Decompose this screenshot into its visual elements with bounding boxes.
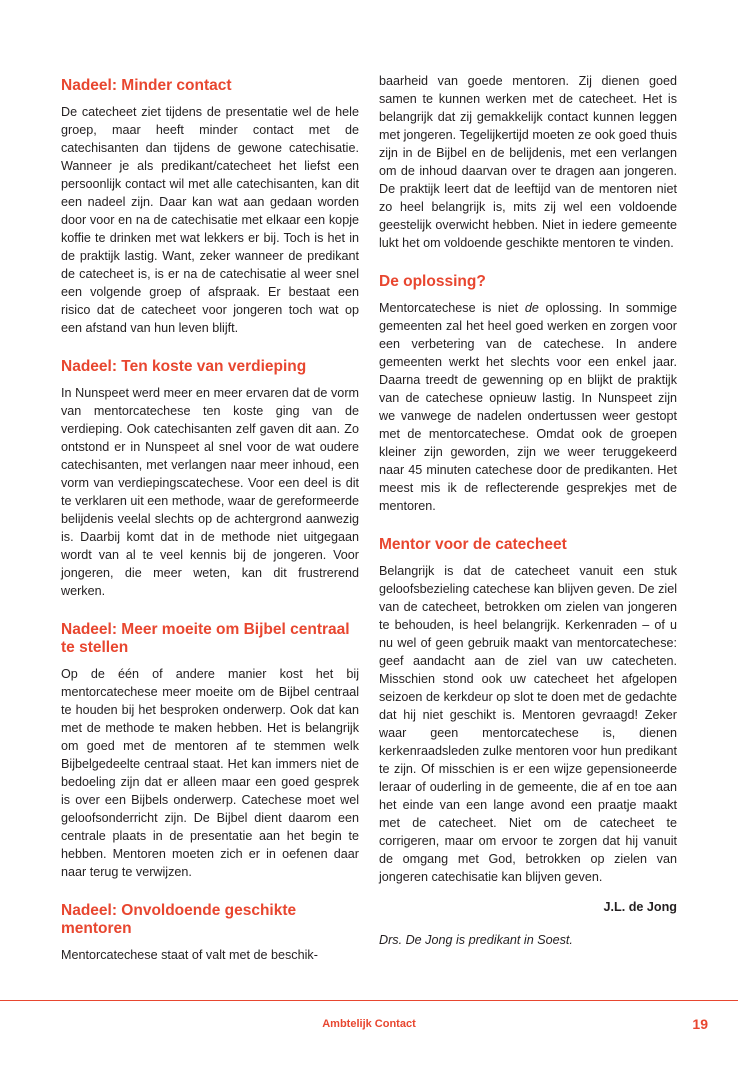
lead-text: Mentorcatechese is niet [379,301,525,315]
section-heading: Nadeel: Onvoldoende geschikte mentoren [61,902,297,937]
section-heading: Mentor voor de catecheet [379,536,567,553]
section-heading: Nadeel: Meer moeite om Bijbel centraal te stellen [61,621,350,656]
footer-title: Ambtelijk Contact [322,1018,416,1030]
body-text: oplossing. In sommige gemeenten zal het heel goed werken en zorgen voor een verbetering van de catechese. In andere gemeenten werkt het slechts voor een enkel jaar. Daarna treedt de gewenning op en blijkt de praktijk van de catechese opnieuw lastig. In Nunspeet zijn we vanwege de nadelen ondertussen weer gestopt met de mentorcatechese. Omdat ook de groepen kleiner zijn geworden, zijn we weer teruggekeerd naar 45 minuten catechese door de predikanten. Het meest mis ik de reflecterende gesprekjes met de mentoren. [379,301,677,513]
section-ten-koste-van-verdieping [61,358,359,600]
right-column [379,72,677,947]
section-body: Belangrijk is dat de catecheet vanuit een stuk geloofsbezieling catechese kan blijven geven. De ziel van de catecheet, betrokken om zielen van jongeren te behouden, is heel belangrijk. Kerkenraden – of u nu wel of geen gebruik maakt van mentorcatechese: geef aandacht aan de ziel van uw catecheten. Misschien stond ook uw catecheet het afgelopen seizoen de kerkdeur op slot te doen met de gedachte dat hij niet geschikt is. Mentoren gevraagd! Zeker waar geen mentorcatechese is, dienen kerkenraadsleden zulke mentoren voor hun predikant te zijn. Of misschien is er een wijze gepensioneerde leraar of ouderling in de gemeente, die af en toe aan het einde van een lange avond een praatje maakt met de catecheet. Niet om de catecheet te corrigeren, maar om ervoor te zorgen dat hij vanuit de omgang met God, betrokken op zielen van jongeren catechisatie kan blijven geven. [379,564,677,884]
section-bijbel-centraal [61,621,359,881]
author-signature: J.L. de Jong [603,900,677,914]
section-body: baarheid van goede mentoren. Zij dienen goed samen te kunnen werken met de catecheet. Het is belangrijk dat zij gemakkelijk contact kunnen leggen met jongeren. Tegelijkertijd moeten ze ook goed thuis zijn in de Bijbel en de belijdenis, met een verlangen om de inhoud daarvan over te dragen aan jongeren. De praktijk leert dat de leeftijd van de mentoren niet zo heel belangrijk is, mits zij wel een voldoende geestelijk overwicht hebben. Niet in iedere gemeente lukt het om voldoende geschikte mentoren te vinden. [379,74,677,250]
emphasis-text: de [524,301,539,315]
section-mentor-voor-catecheet [379,536,677,886]
author-bio: Drs. De Jong is predikant in Soest. [379,933,573,947]
section-body: Op de één of andere manier kost het bij mentorcatechese meer moeite om de Bijbel centraal te houden bij het besproken onderwerp. Ook dat kan met de methode te maken hebben. Het is belangrijk om goed met de mentoren af te stemmen welk Bijbelgedeelte centraal staat. Het kan immers niet de bedoeling zijn dat er alleen maar een goed gesprek is over een Bijbels onderwerp. Catechese moet wel geloofsonderricht zijn. De Bijbel dient daarom een centrale plaats in de presentatie aan het begin te hebben. Mentoren moeten zich er in oefenen daar naar terug te verwijzen. [61,667,359,879]
section-body [379,299,677,515]
section-body: Mentorcatechese staat of valt met de beschik- [61,948,318,962]
footer-divider [0,1000,738,1001]
continuation-text [379,72,677,252]
section-heading: Nadeel: Minder contact [61,77,232,94]
section-body: In Nunspeet werd meer en meer ervaren dat de vorm van mentorcatechese ten koste ging van de verdieping. Ook catechisanten zelf gaven dit aan. Zo ontstond er in Nunspeet al snel voor de wat oudere catechisanten, met verlangen naar meer inhoud, een vorm van verdiepingscatechese. Voor een deel is dit te verklaren uit een methode, waar de gereformeerde belijdenis veelal slechts op de achtergrond aanwezig is. Daarbij komt dat in de methode niet uitgegaan wordt van al te veel kennis bij de jongeren. Voor jongeren, die meer weten, kan dit frustrerend werken. [61,386,359,598]
section-minder-contact [61,77,359,337]
left-column [61,77,359,985]
section-body: De catecheet ziet tijdens de presentatie wel de hele groep, maar heeft minder contact met de catechisanten dan tijdens de gewone catechisatie. Wanneer je als predikant/catecheet het liefst een persoonlijk contact wil met alle catechisanten, kan dit een nadeel zijn. Daar kan wat aan gedaan worden door voor en na de catechisatie met elkaar een kopje koffie te drinken met wat lekkers er bij. Toch is het in de praktijk lastig. Want, zeker wanneer de predikant de catecheet is, is er na de catechisatie al weer snel een volgende groep of afspraak. Er bestaat een risico dat de catecheet voor jongeren toch wat op een afstand van hun leven blijft. [61,105,359,335]
section-heading: Nadeel: Ten koste van verdieping [61,358,307,375]
section-onvoldoende-mentoren [61,902,359,964]
section-de-oplossing [379,273,677,515]
page-number: 19 [692,1016,708,1032]
section-heading: De oplossing? [379,273,486,290]
